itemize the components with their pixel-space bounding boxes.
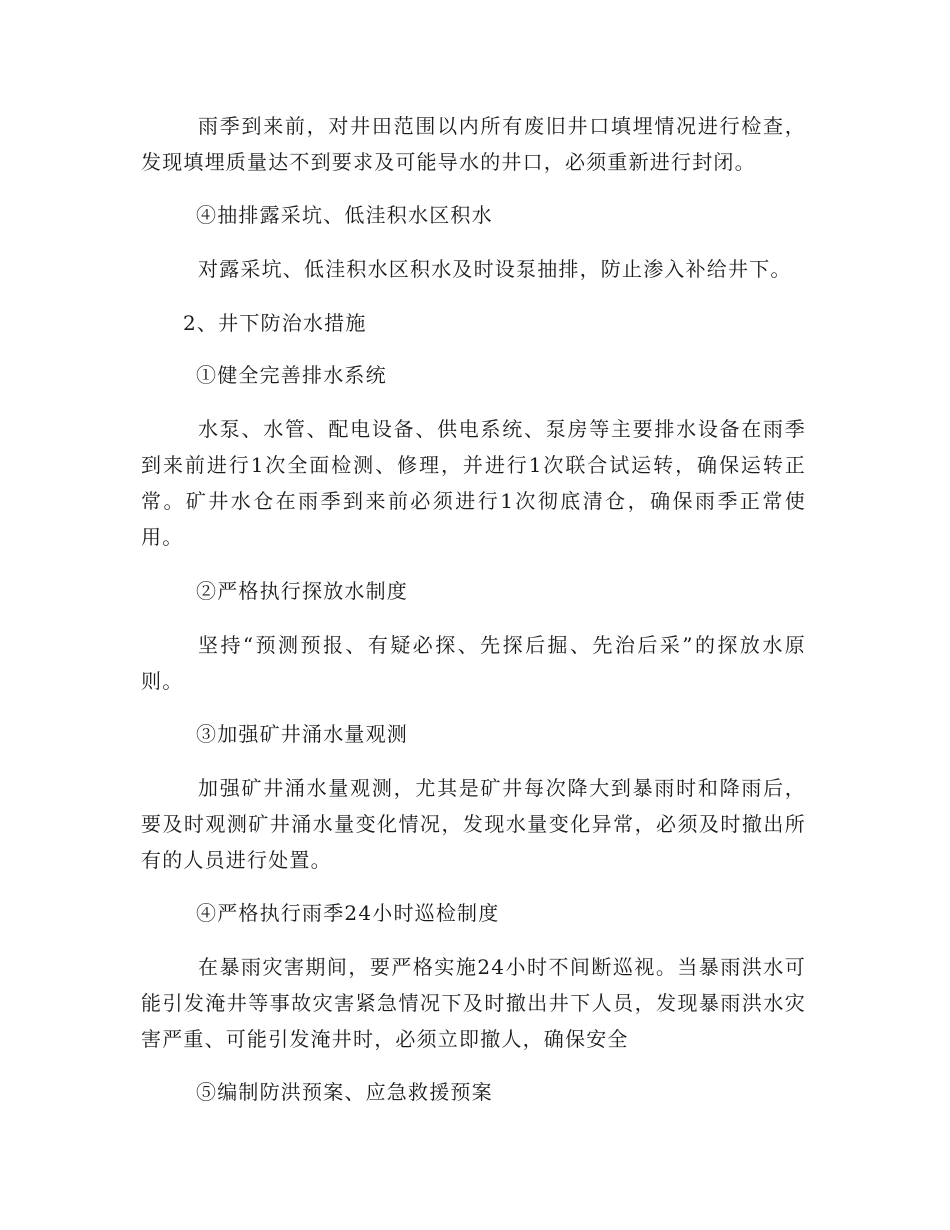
section-heading-underground: 2、井下防治水措施 [183,311,367,335]
paragraph-abandoned-wellheads: 雨季到来前，对井田范围以内所有废旧井口填埋情况进行检查，发现填埋质量达不到要求及可能导水的井口，必须重新进行封闭。 [141,114,806,174]
paragraph-drain-pits: 对露采坑、低洼积水区积水及时设泵抽排，防止渗入补给井下。 [198,257,792,281]
subheading-emergency-plans: ⑤编制防洪预案、应急救援预案 [196,1080,493,1104]
subheading-drain-pits: ④抽排露采坑、低洼积水区积水 [196,203,493,227]
paragraph-drainage-system: 水泵、水管、配电设备、供电系统、泵房等主要排水设备在雨季到来前进行1次全面检测、修理，并进行1次联合试运转，确保运转正常。矿井水仓在雨季到来前必须进行1次彻底清仓，确保雨季正常使用。 [141,417,806,549]
subheading-water-inflow: ③加强矿井涌水量观测 [196,722,408,746]
paragraph-24h-inspection: 在暴雨灾害期间，要严格实施24小时不间断巡视。当暴雨洪水可能引发淹井等事故灾害紧急情况下及时撤出井下人员，发现暴雨洪水灾害严重、可能引发淹井时，必须立即撤人，确保安全 [141,955,806,1051]
subheading-24h-inspection: ④严格执行雨季24小时巡检制度 [196,901,500,925]
paragraph-water-inflow: 加强矿井涌水量观测，尤其是矿井每次降大到暴雨时和降雨后，要及时观测矿井涌水量变化情况，发现水量变化异常，必须及时撤出所有的人员进行处置。 [141,776,806,872]
subheading-water-exploration: ②严格执行探放水制度 [196,579,408,603]
subheading-drainage-system: ①健全完善排水系统 [196,363,387,387]
paragraph-water-exploration: 坚持“预测预报、有疑必探、先探后掘、先治后采”的探放水原则。 [141,633,806,693]
